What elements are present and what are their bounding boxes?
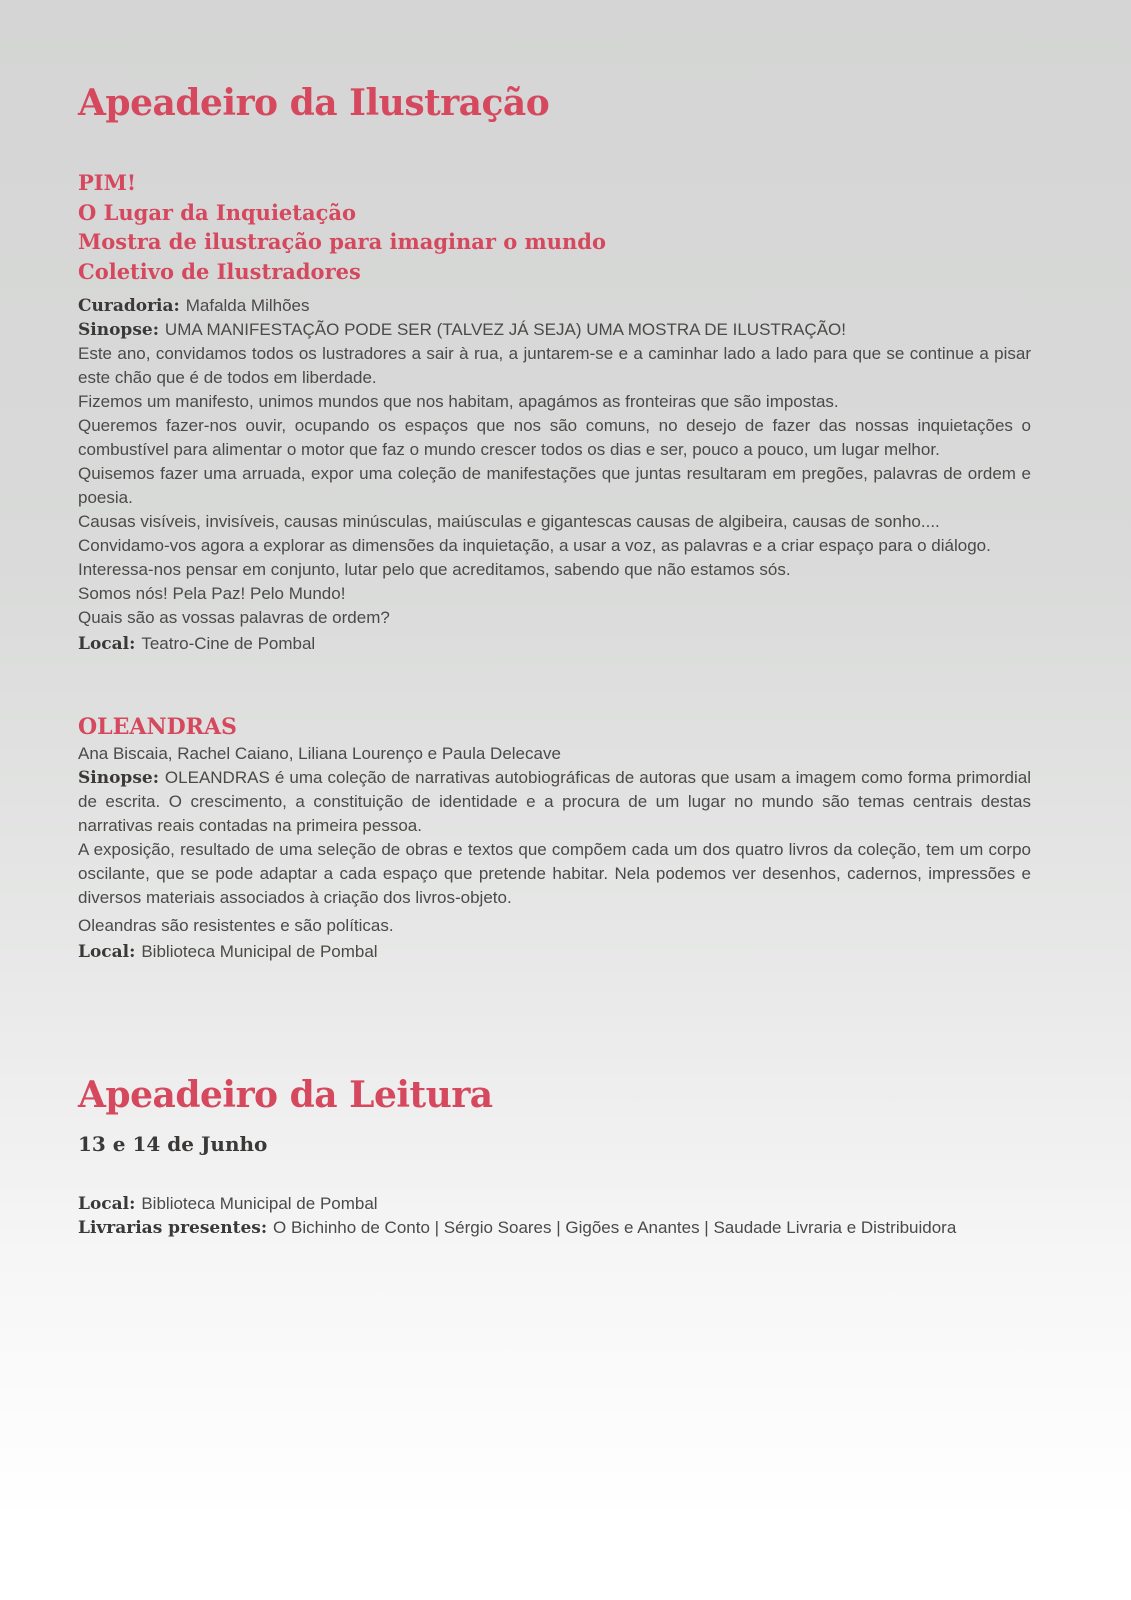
subtitle-line-mostra: Mostra de ilustração para imaginar o mundo [78, 229, 606, 254]
sinopse-paragraph: Fizemos um manifesto, unimos mundos que nos habitam, apagámos as fronteiras que são impostas. [78, 392, 839, 411]
livrarias-value: O Bichinho de Conto | Sérgio Soares | Gigões e Anantes | Saudade Livraria e Distribuidora [273, 1218, 957, 1237]
curadoria-label: Curadoria: [78, 296, 180, 316]
exhibition-subtitle-block [78, 168, 1031, 286]
oleandras-paragraph: Oleandras são resistentes e são políticas. [78, 916, 394, 935]
curadoria-value: Mafalda Milhões [185, 296, 310, 315]
sinopse-paragraph: Interessa-nos pensar em conjunto, lutar pelo que acreditamos, sabendo que não estamos sós. [78, 560, 791, 579]
oleandras-sinopse-paragraph [78, 766, 1031, 838]
section-apeadeiro-ilustracao [78, 82, 1031, 656]
sinopse-intro-text: UMA MANIFESTAÇÃO PODE SER (TALVEZ JÁ SEJA) UMA MOSTRA DE ILUSTRAÇÃO! [164, 320, 846, 339]
local-value: Teatro-Cine de Pombal [141, 634, 316, 653]
curadoria-line [78, 294, 1031, 318]
sinopse-paragraph: Quais são as vossas palavras de ordem? [78, 608, 390, 627]
subtitle-line-lugar: O Lugar da Inquietação [78, 199, 356, 225]
livrarias-label: Livrarias presentes: [78, 1218, 268, 1238]
local-label: Local: [78, 1194, 136, 1214]
livrarias-line [78, 1216, 1031, 1240]
sinopse-paragraph: Quisemos fazer uma arruada, expor uma coleção de manifestações que juntas resultaram em pregões, palavras de ordem e poesia. [78, 464, 1031, 507]
leitura-dates: 13 e 14 de Junho [78, 1132, 268, 1156]
oleandras-sinopse-text: OLEANDRAS é uma coleção de narrativas autobiográficas de autoras que usam a imagem como forma primordial de escrita. O crescimento, a constituição de identidade e a procura de um lugar no mundo são temas centrais destas narrativas reais contadas na primeira pessoa. [78, 768, 1031, 835]
subtitle-line-coletivo: Coletivo de Ilustradores [78, 258, 361, 284]
local-label: Local: [78, 634, 136, 654]
local-label: Local: [78, 942, 136, 962]
section-apeadeiro-leitura [78, 1074, 1031, 1240]
sinopse-label: Sinopse: [78, 320, 159, 340]
subtitle-line-pim: PIM! [78, 170, 137, 195]
sinopse-intro-line [78, 318, 1031, 342]
section-title-leitura: Apeadeiro da Leitura [78, 1074, 493, 1116]
sinopse-label: Sinopse: [78, 768, 159, 788]
sinopse-oleandras-block [78, 766, 1031, 938]
section-title-ilustracao: Apeadeiro da Ilustração [78, 82, 550, 124]
section-title-oleandras: OLEANDRAS [78, 714, 237, 740]
oleandras-paragraph: A exposição, resultado de uma seleção de obras e textos que compõem cada um dos quatro livros da coleção, tem um corpo oscilante, que se pode adaptar a cada espaço que pretende habitar. Nela podemos ver desenhos, cadernos, impressões e diversos materiais associados à criação dos livros-objeto. [78, 840, 1031, 907]
leitura-meta-block [78, 1192, 1031, 1240]
oleandras-authors: Ana Biscaia, Rachel Caiano, Liliana Lourenço e Paula Delecave [78, 744, 561, 763]
local-line-leitura [78, 1192, 1031, 1216]
section-oleandras [78, 712, 1031, 964]
sinopse-paragraph: Este ano, convidamos todos os lustradores a sair à rua, a juntarem-se e a caminhar lado a lado para que se continue a pisar este chão que é de todos em liberdade. [78, 344, 1031, 387]
sinopse-paragraph: Somos nós! Pela Paz! Pelo Mundo! [78, 584, 346, 603]
local-value: Biblioteca Municipal de Pombal [141, 1194, 378, 1213]
local-line-ilustracao [78, 632, 1031, 656]
local-value: Biblioteca Municipal de Pombal [141, 942, 378, 961]
local-line-oleandras [78, 940, 1031, 964]
sinopse-paragraph: Convidamo-vos agora a explorar as dimensões da inquietação, a usar a voz, as palavras e a criar espaço para o diálogo. [78, 536, 991, 555]
sinopse-paragraph: Queremos fazer-nos ouvir, ocupando os espaços que nos são comuns, no desejo de fazer das nossas inquietações o combustível para alimentar o motor que faz o mundo crescer todos os dias e ser, pouco a pouco, um lugar melhor. [78, 416, 1031, 459]
sinopse-paragraph: Causas visíveis, invisíveis, causas minúsculas, maiúsculas e gigantescas causas de algibeira, causas de sonho.... [78, 512, 940, 531]
sinopse-ilustracao-block [78, 318, 1031, 630]
